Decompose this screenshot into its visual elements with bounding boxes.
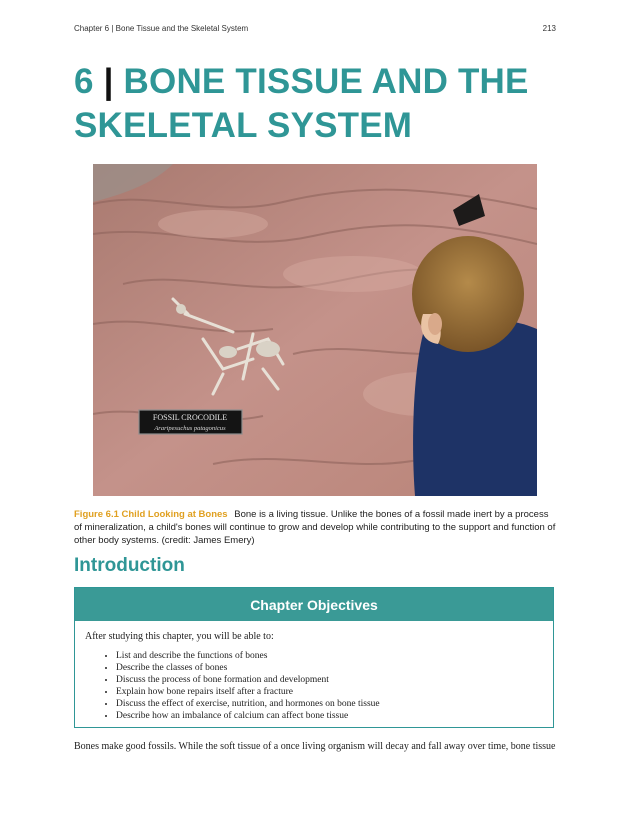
body-paragraph: Bones make good fossils. While the soft tissue of a once living organism will decay and fall away over time, bone tissue — [74, 741, 556, 752]
chapter-title-line2: SKELETAL SYSTEM — [74, 106, 413, 145]
chapter-title-line1: BONE TISSUE AND THE — [123, 62, 529, 101]
fossil-sign — [139, 410, 242, 434]
chapter-title — [74, 60, 564, 148]
objective-item: • Discuss the effect of exercise, nutrition, and hormones on bone tissue — [116, 698, 553, 710]
chapter-objectives-title: Chapter Objectives — [75, 588, 553, 621]
fossil-photo-illustration — [93, 164, 537, 496]
objective-item: • Discuss the process of bone formation and development — [116, 674, 553, 686]
objective-item: • List and describe the functions of bones — [116, 650, 553, 662]
running-header — [74, 24, 556, 38]
chapter-objectives-box — [74, 587, 554, 728]
chapter-objectives-list — [75, 650, 553, 722]
figure-caption-label: Figure 6.1 Child Looking at Bones — [74, 509, 228, 520]
figure-photo — [93, 164, 537, 496]
objective-item: • Explain how bone repairs itself after a fracture — [116, 686, 553, 698]
chapter-number: 6 — [74, 62, 94, 101]
fossil-sign-title: FOSSIL CROCODILE — [152, 413, 228, 422]
header-page-number: 213 — [542, 24, 556, 33]
child-figure — [412, 236, 537, 496]
objective-item: • Describe how an imbalance of calcium can affect bone tissue — [116, 710, 553, 722]
figure-caption — [74, 508, 558, 547]
chapter-objectives-intro: After studying this chapter, you will be able to: — [85, 631, 274, 642]
introduction-heading: Introduction — [74, 555, 185, 576]
objective-item: • Describe the classes of bones — [116, 662, 553, 674]
header-chapter-text: Chapter 6 | Bone Tissue and the Skeletal System — [74, 24, 249, 33]
fossil-sign-species: Araripesuchus patagonicus — [154, 425, 226, 432]
figure-caption-text: Bone is a living tissue. Unlike the bones of a fossil made inert by a process of mineralization, a child's bones will continue to grow and develop while contributing to the support and function of other body systems. (credit: James Emery) — [74, 509, 556, 546]
title-separator: | — [103, 62, 114, 101]
